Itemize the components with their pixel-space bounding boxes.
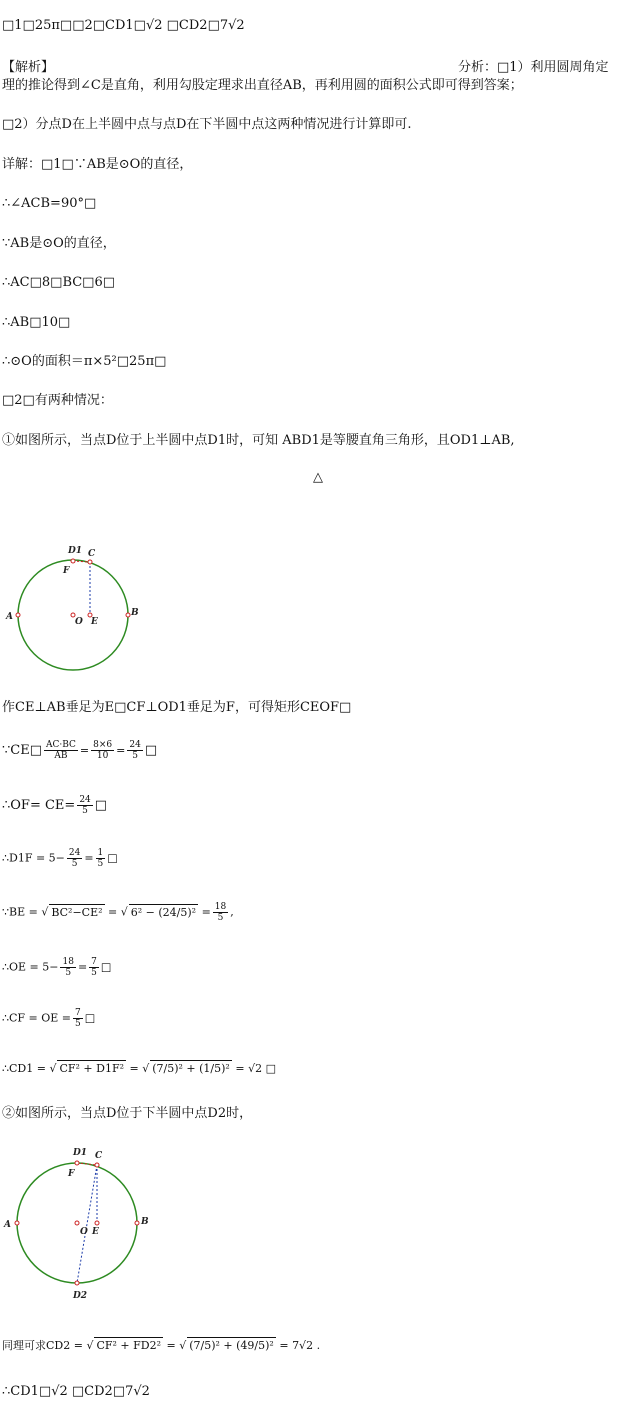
- detail-step-4: ∴AC□8□BC□6□: [2, 275, 116, 290]
- label-b: B: [131, 608, 139, 618]
- jiexi-label: 【解析】: [2, 60, 55, 75]
- cd2-formula: 同理可求CD2 = √ CF² + FD2² = √ (7/5)² + (49/5)² = 7√2 .: [2, 1339, 321, 1352]
- detail-step-3: ∵AB是⊙O的直径，: [2, 236, 116, 251]
- analysis-part2: □2）分点D在上半圆中点与点D在下半圆中点这两种情况进行计算即可.: [2, 117, 412, 132]
- figure-1-circle-diagram: [0, 540, 150, 680]
- label-a-2: A: [4, 1220, 11, 1230]
- case2-text: ②如图所示，当点D位于下半圆中点D2时，: [2, 1106, 253, 1121]
- detail-step-2: ∴∠ACB=90°□: [2, 196, 97, 211]
- label-f-2: F: [68, 1169, 75, 1179]
- detail-step-5: ∴AB□10□: [2, 315, 71, 330]
- point-a: [16, 613, 20, 617]
- answer-line: □1□25π□□2□CD1□√2 □CD2□7√2: [2, 18, 245, 33]
- detail-step-6: ∴⊙O的面积＝π×5²□25π□: [2, 354, 167, 369]
- label-b-2: B: [141, 1217, 149, 1227]
- construction-text: 作CE⊥AB垂足为E□CF⊥OD1垂足为F，可得矩形CEOF□: [2, 700, 352, 715]
- figure-2-circle-diagram: [0, 1140, 160, 1310]
- be-formula: ∵BE = √ BC²−CE² = √ 6² − (24/5)² = $\frac{18}{5}$ ,: [2, 902, 234, 923]
- part2-heading: □2□有两种情况：: [2, 393, 113, 408]
- detail-step-1: 详解：□1□∵AB是⊙O的直径，: [2, 157, 193, 172]
- point-c: [88, 560, 92, 564]
- oe-formula: ∴OE = 5− $\frac{18}{5}$ = $\frac{7}{5}$ □: [2, 957, 112, 978]
- analysis-head: 分析：□1）利用圆周角定: [458, 60, 609, 75]
- label-d2: D2: [73, 1291, 88, 1301]
- point-a-2: [15, 1221, 19, 1225]
- d1f-formula: ∴D1F = 5− $\frac{24}{5}$ = $\frac{1}{5}$ □: [2, 848, 118, 869]
- label-c: C: [88, 549, 96, 559]
- point-e-2: [95, 1221, 99, 1225]
- analysis-continued: 理的推论得到∠C是直角，利用勾股定理求出直径AB，再利用圆的面积公式即可得到答案；: [2, 78, 523, 93]
- label-o-2: O: [80, 1227, 88, 1237]
- point-o-2: [75, 1221, 79, 1225]
- label-c-2: C: [95, 1151, 103, 1161]
- point-d1-2: [75, 1161, 79, 1165]
- case1-text: ①如图所示，当点D位于上半圆中点D1时，可知 ABD1是等腰直角三角形，且OD1⊥AB,: [2, 433, 515, 448]
- point-d1: [71, 559, 75, 563]
- label-e-2: E: [92, 1227, 99, 1237]
- label-o: O: [75, 617, 83, 627]
- label-d1-2: D1: [73, 1148, 88, 1158]
- of-formula: ∴OF= CE= $\frac{24}{5}$ □: [2, 795, 108, 816]
- label-d1: D1: [68, 546, 83, 556]
- point-d2: [75, 1281, 79, 1285]
- final-answer: ∴CD1□√2 □CD2□7√2: [2, 1384, 150, 1399]
- point-c-2: [95, 1163, 99, 1167]
- point-b-2: [135, 1221, 139, 1225]
- segment-cd2: [77, 1165, 97, 1283]
- label-a: A: [6, 612, 13, 622]
- point-b: [126, 613, 130, 617]
- label-e: E: [91, 617, 98, 627]
- cf-formula: ∴CF = OE = $\frac{7}{5}$ □: [2, 1008, 96, 1029]
- triangle-mark: △: [313, 470, 323, 485]
- cd1-formula: ∴CD1 = √ CF² + D1F² = √ (7/5)² + (1/5)² = √2 □: [2, 1062, 276, 1075]
- ce-formula: ∵CE□ $\frac{AC\cdot BC}{AB}$ = $\frac{8\times 6}{10}$ = $\frac{24}{5}$ □: [2, 740, 158, 761]
- label-f: F: [63, 566, 70, 576]
